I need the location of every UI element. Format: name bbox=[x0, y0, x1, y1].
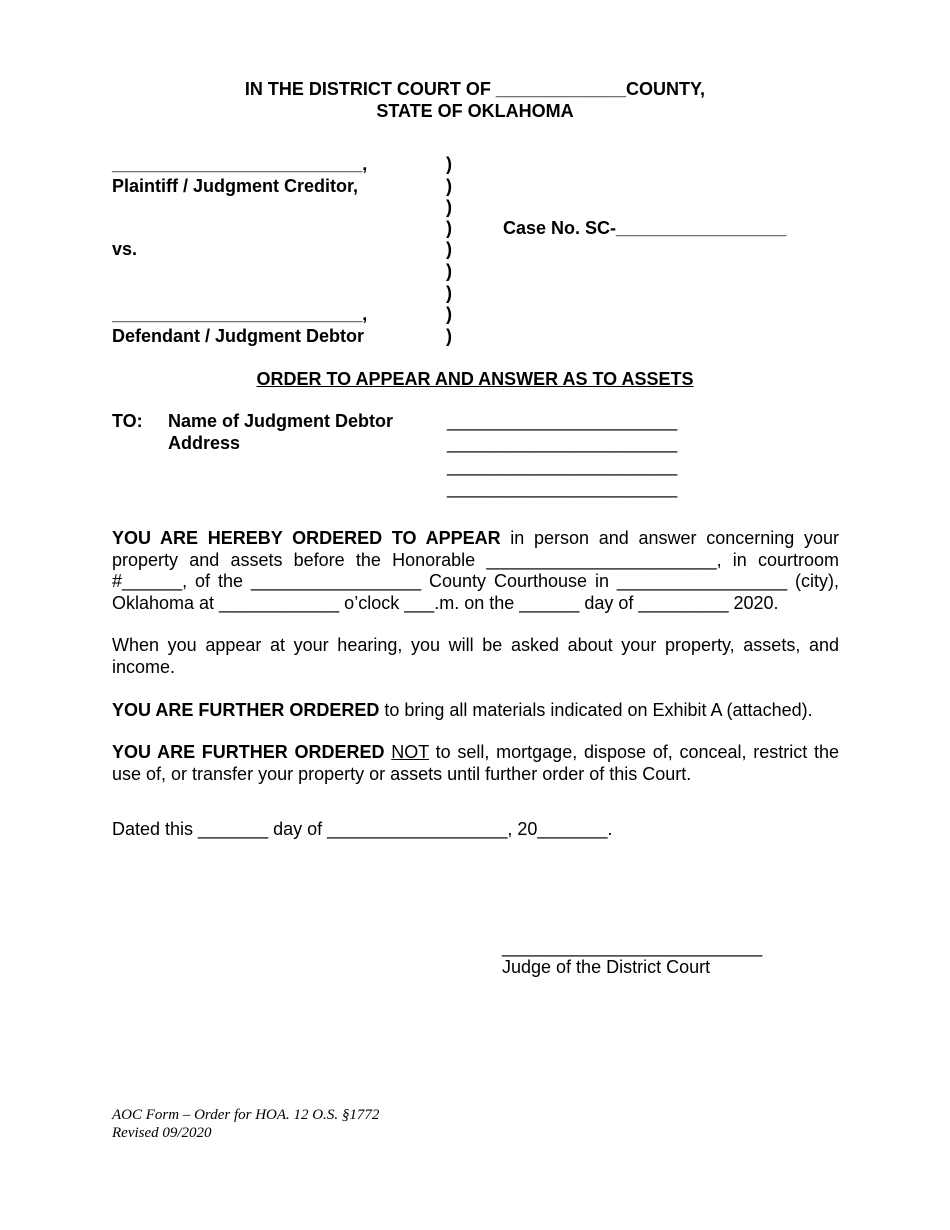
address-blank: _______________________ bbox=[447, 478, 678, 498]
defendant-blank: _________________________, bbox=[112, 304, 368, 324]
caption-paren: ) bbox=[446, 218, 452, 238]
dated-line: Dated this _______ day of __________________, 20_______. bbox=[112, 819, 613, 839]
document-title: ORDER TO APPEAR AND ANSWER AS TO ASSETS bbox=[256, 369, 694, 389]
further-ordered-not-paragraph bbox=[112, 742, 839, 785]
appear-paragraph bbox=[112, 528, 839, 614]
hearing-paragraph bbox=[112, 635, 839, 678]
address-blank: _______________________ bbox=[447, 456, 678, 476]
address-blank: _______________________ bbox=[447, 433, 678, 453]
further-ordered-materials bbox=[112, 699, 813, 721]
signature-label: Judge of the District Court bbox=[502, 957, 711, 977]
caption-paren: ) bbox=[446, 326, 452, 346]
further2-line1 bbox=[112, 742, 839, 764]
appear-line1-rest: in person and answer concerning your bbox=[500, 528, 840, 548]
case-number: Case No. SC-_________________ bbox=[503, 218, 787, 238]
name-of-debtor-label: Name of Judgment Debtor bbox=[168, 411, 394, 431]
appear-line3: #______, of the _________________ County Courthouse in _________________ (city), bbox=[112, 571, 839, 591]
appear-line2: property and assets before the Honorable _______________________, in courtroom bbox=[112, 549, 839, 570]
caption-paren: ) bbox=[446, 197, 452, 217]
further2-line1-rest: to sell, mortgage, dispose of, conceal, restrict the bbox=[428, 742, 839, 762]
court-header-line2: STATE OF OKLAHOMA bbox=[376, 101, 574, 121]
appear-line4: Oklahoma at ____________ o’clock ___.m. on the ______ day of _________ 2020. bbox=[112, 592, 779, 613]
caption-paren: ) bbox=[446, 261, 452, 281]
footer-form-id: AOC Form – Order for HOA. 12 O.S. §1772 bbox=[112, 1107, 380, 1123]
further2-not: NOT bbox=[391, 742, 429, 762]
address-label: Address bbox=[168, 433, 241, 453]
hearing-line2: income. bbox=[112, 656, 176, 677]
further1-bold: YOU ARE FURTHER ORDERED bbox=[112, 700, 380, 720]
appear-line1 bbox=[112, 528, 839, 550]
footer-revised: Revised 09/2020 bbox=[112, 1125, 212, 1141]
signature-blank: __________________________ bbox=[502, 937, 763, 957]
plaintiff-blank: _________________________, bbox=[112, 154, 368, 174]
further1-rest: to bring all materials indicated on Exhibit A (attached). bbox=[379, 700, 813, 720]
further2-bold: YOU ARE FURTHER ORDERED bbox=[112, 742, 385, 762]
caption-paren: ) bbox=[446, 154, 452, 174]
to-label: TO: bbox=[112, 411, 143, 431]
caption-paren: ) bbox=[446, 239, 452, 259]
caption-paren: ) bbox=[446, 304, 452, 324]
defendant-label: Defendant / Judgment Debtor bbox=[112, 326, 365, 346]
caption-paren: ) bbox=[446, 283, 452, 303]
caption-paren: ) bbox=[446, 176, 452, 196]
appear-bold: YOU ARE HEREBY ORDERED TO APPEAR bbox=[112, 528, 501, 548]
court-header-line1: IN THE DISTRICT COURT OF _____________COUNTY, bbox=[244, 79, 706, 99]
versus-label: vs. bbox=[112, 239, 138, 259]
plaintiff-label: Plaintiff / Judgment Creditor, bbox=[112, 176, 359, 196]
further2-line2: use of, or transfer your property or assets until further order of this Court. bbox=[112, 763, 692, 784]
hearing-line1: When you appear at your hearing, you will be asked about your property, assets, and bbox=[112, 635, 839, 655]
debtor-name-blank: _______________________ bbox=[447, 411, 678, 431]
